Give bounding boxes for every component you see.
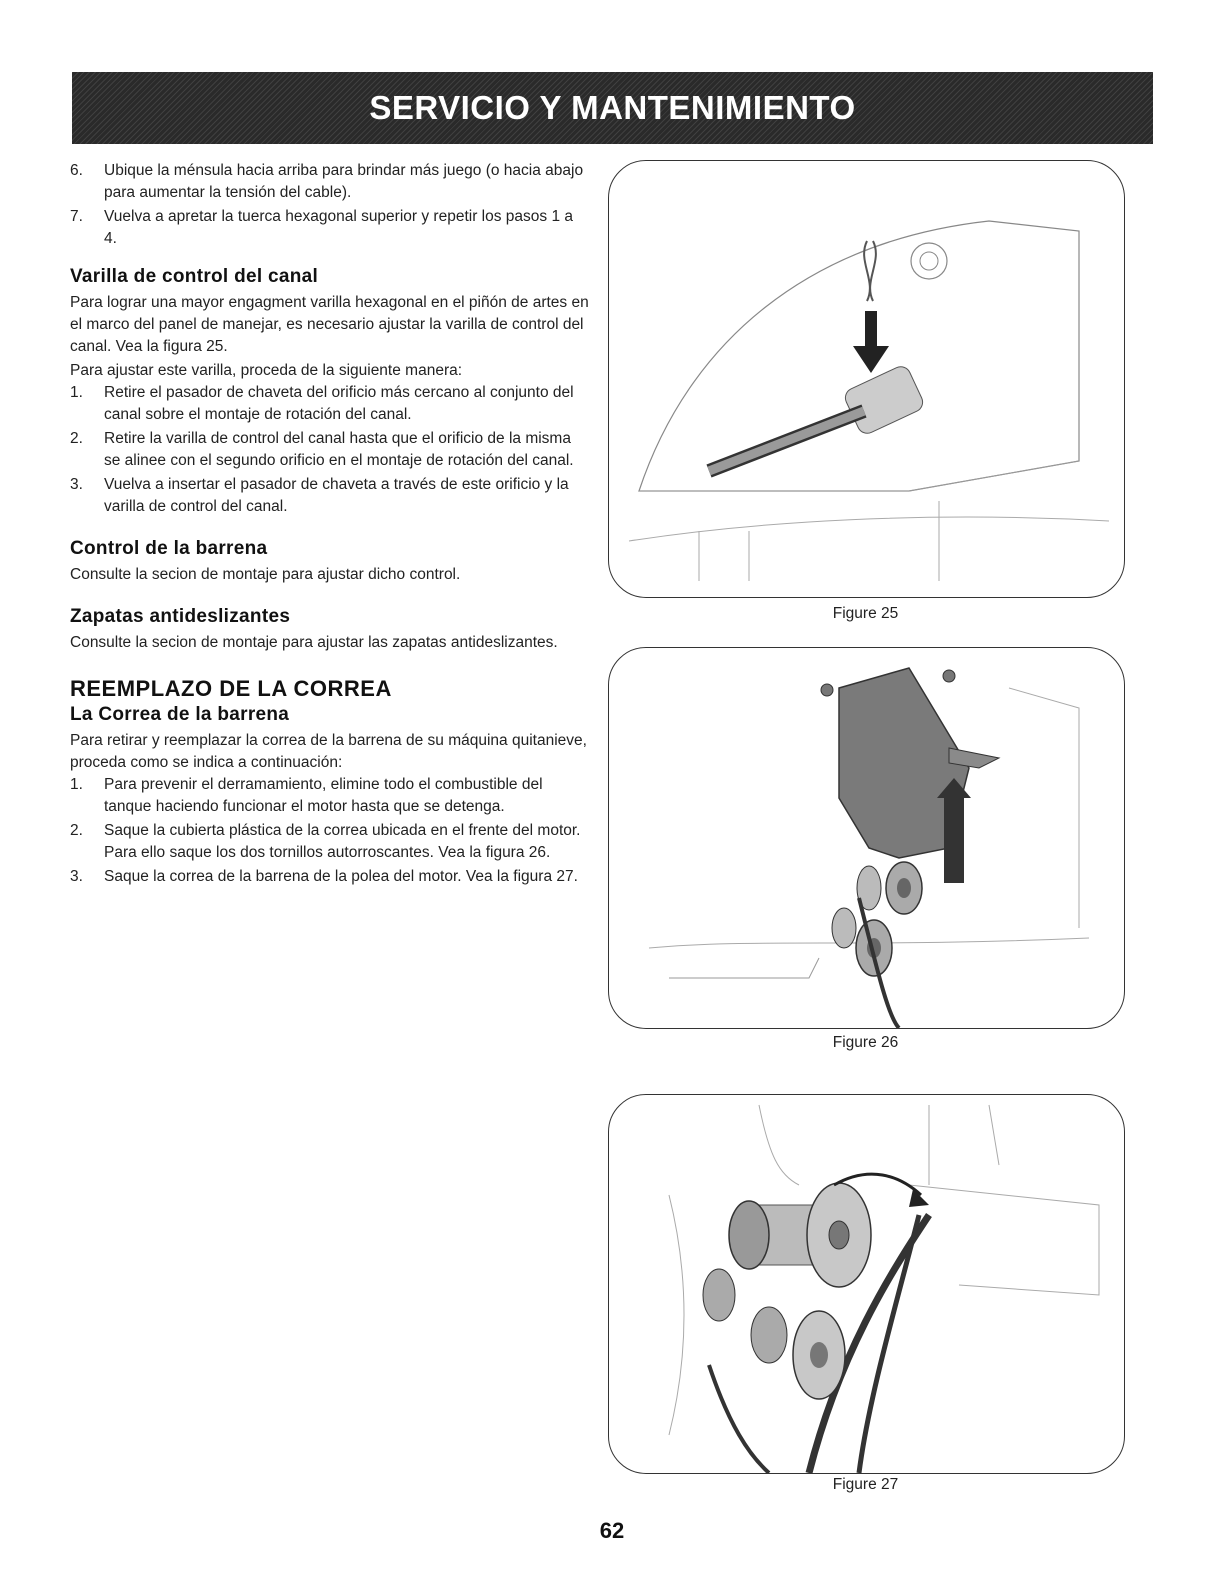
header-banner [72,72,1153,144]
list-number: 2. [70,822,83,839]
list-number: 1. [70,384,83,401]
list-number: 3. [70,476,83,493]
list-text: Retire la varilla de control del canal hasta que el orificio de la misma se alinee con el segundo orificio en el montaje de rotación del canal. [104,430,574,469]
figure-26-caption: Figure 26 [832,1034,899,1051]
paragraph: Para lograr una mayor engagment varilla hexagonal en el piñón de artes en el marco del panel de manejar, es necesario ajustar la varilla de control del canal. Vea la figura 25. [70,294,589,355]
list-text: Saque la cubierta plástica de la correa ubicada en el frente del motor. Para ello saque los dos tornillos autorroscantes. Vea la figura 26. [104,822,581,861]
figure-25-illustration [608,160,1125,598]
heading-auger-belt: La Correa de la barrena [70,704,290,725]
figure-25-caption: Figure 25 [832,605,899,622]
heading-auger-control: Control de la barrena [70,538,268,559]
list-text: Para prevenir el derramamiento, elimine todo el combustible del tanque haciendo funcionar el motor hasta que se detenga. [104,776,543,815]
list-item [70,382,590,426]
list-item [70,820,590,864]
list-number: 6. [70,162,83,179]
paragraph: Para retirar y reemplazar la correa de la barrena de su máquina quitanieve, proceda como se indica a continuación: [70,732,587,771]
list-item [70,866,590,888]
list-number: 2. [70,430,83,447]
paragraph: Consulte la secion de montaje para ajustar las zapatas antideslizantes. [70,634,558,651]
list-text: Vuelva a insertar el pasador de chaveta a través de este orificio y la varilla de control del canal. [104,476,569,515]
down-arrow-icon [853,311,889,373]
list-text: Vuelva a apretar la tuerca hexagonal superior y repetir los pasos 1 a 4. [104,208,574,247]
figure-27-caption: Figure 27 [832,1476,899,1493]
belt-removal-illustration [609,1095,1124,1473]
heading-skid-shoes: Zapatas antideslizantes [70,606,291,627]
list-item [70,474,590,518]
list-item [70,206,590,250]
page-title: SERVICIO Y MANTENIMIENTO [369,89,856,126]
screw-icon [821,684,833,696]
belt-cover-illustration [609,648,1124,1028]
section-title-belt: REEMPLAZO DE LA CORREA [70,676,392,701]
list-item [70,428,590,472]
list-number: 3. [70,868,83,885]
list-text: Ubique la ménsula hacia arriba para brindar más juego (o hacia abajo para aumentar la tensión del cable). [104,162,584,201]
list-text: Retire el pasador de chaveta del orificio más cercano al conjunto del canal sobre el montaje de rotación del canal. [104,384,574,423]
figure-26-illustration [608,647,1125,1029]
list-item [70,774,590,818]
paragraph: Para ajustar este varilla, proceda de la siguiente manera: [70,362,463,379]
list-text: Saque la correa de la barrena de la polea del motor. Vea la figura 27. [104,868,578,885]
text-column [70,160,590,890]
list-item [70,160,590,204]
heading-chute-rod: Varilla de control del canal [70,266,319,287]
figure-27-illustration [608,1094,1125,1474]
list-number: 1. [70,776,83,793]
list-number: 7. [70,208,83,225]
screw-icon [943,670,955,682]
page-number: 62 [599,1518,625,1543]
chute-rod-illustration [609,161,1124,597]
paragraph: Consulte la secion de montaje para ajustar dicho control. [70,566,461,583]
